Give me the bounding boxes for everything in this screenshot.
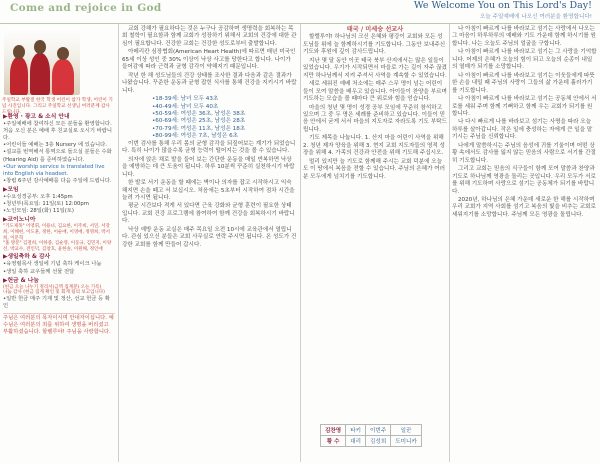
- article-paragraph: 의자에 앉은 채로 발을 들어 보는 간단한 운동을 매일 반복하면 낙상을 예방하는 데 큰 도움이 됩니다. 하루 10분씩 꾸준히 실천하시기 바랍니다.: [122, 156, 295, 178]
- missionary-paragraph: 할렐루야! 하나님의 크신 은혜와 평강이 교회와 모든 성도님들 위에 늘 함께하시기를 기도합니다. 그동안 보내주신 기도와 후원에 깊이 감사드립니다.: [303, 34, 446, 56]
- stat-item: •40-49세: 남녀 모두 40초: [152, 103, 219, 110]
- stat-item: •70-79세: 여성은 11초, 남성은 18초: [152, 125, 246, 132]
- koinonia-heading: ▶코이노니아: [3, 217, 36, 224]
- article-paragraph: 이번 검사를 통해 우리 몸의 균형 감각을 되짚어보는 계기가 되었습니다. 특히 나이가 많을수록 균형 능력이 떨어지는 것을 볼 수 있습니다.: [122, 140, 296, 155]
- devotional-paragraph: 나에게 말씀하시는 주님의 음성에 귀를 기울이며 어떤 상황 속에서도 감사를 잃지 않는 믿음의 사람으로 서기를 간절히 기도합니다.: [452, 142, 596, 164]
- missionary-column: [303, 26, 447, 182]
- announcement-item: •어린이들 예배는 3층 Nursery 에 있습니다.: [3, 142, 107, 149]
- table-row: [321, 436, 422, 447]
- meetings-heading: ▶모임: [3, 186, 19, 193]
- offering-heading: ▶헌금 & 나눔: [3, 277, 39, 284]
- stat-item: •50-59세: 여성은 36초, 남성은 38초: [152, 110, 246, 117]
- table-cell: 김찬영: [321, 425, 346, 436]
- child-head: [13, 45, 25, 59]
- announcement-item: •창립 6주년 감사예배를 다음 주일에 드립니다.: [3, 177, 112, 184]
- devotional-paragraph: 나 아침이 빠르게 나를 바라보고 섬기는 이웃들에게 따뜻한 손을 내밀 때 주님의 사랑이 그들의 삶 가운데 흘러가기를 기도합니다.: [452, 72, 595, 94]
- header-right-subtitle: 오늘 주일예배에 나오신 여러분을 환영합니다!: [479, 14, 592, 20]
- announcement-item: •주일예배에 참여하신 모든 분들을 환영합니다. 처음 오신 분은 예배 후 친교실로 오시기 바랍니다.: [3, 121, 113, 142]
- child-head: [34, 40, 46, 54]
- article-paragraph: 교회 강해가 필요하다는 것은 누구나 공감하며 생명력을 회복하는 목회 철학이 필요함과 함께 교회가 성장하기 위해서 교회의 건강에 대한 관심이 필요합니다. 건강한 교회는 건강한 성도로부터 출발합니다.: [122, 26, 297, 47]
- missionary-paragraph: 기도 제목을 나눕니다. 1. 산지 마을 어린이 사역을 위해 2. 청년 제자 양육을 위해 3. 현지 교회 지도자들의 영적 성장을 위해 4. 가족의 건강과 안전을 위해 기도해 주십시오.: [303, 135, 445, 157]
- meeting-item: •청년부(목요일: 11일(토) 12:00pm: [3, 201, 89, 208]
- devotional-paragraph: 나 아침이 빠르게 나를 바라보고 섬기는 공동체 안에서 서로를 세워 주며 함께 기뻐하고 함께 우는 교회가 되기를 원합니다.: [452, 96, 597, 117]
- stat-item: •18-39세: 남녀 모두 43초: [152, 96, 219, 103]
- photo-caption: 주일학교 부활절 한국 학생 어린이 참가 학생, 어린이 기념 사진입니다. 그리고 주일학교 선생님 여러분께 감사드립니다.: [2, 98, 113, 115]
- header-left-title: Come and rejoice in God: [10, 2, 162, 14]
- devotional-column: [452, 26, 597, 220]
- table-cell: 대리: [346, 436, 366, 447]
- column-divider: [449, 24, 450, 462]
- birthday-heading: ▶생일축하 & 감사: [3, 254, 51, 261]
- announcement-item: •설교를 번역해서 통역으로 들으실 분들은 수화 (Hearing Aid) 를 준비하였습니다.: [3, 149, 112, 163]
- article-paragraph: 작년 한 해 성도님들의 건강 상태를 조사한 결과 다음과 같은 결과가 나왔습니다. 꾸준한 운동과 균형 잡힌 식사를 통해 건강을 지키시기 바랍니다.: [122, 72, 297, 94]
- table-cell: 일꾼: [391, 425, 422, 436]
- header-right-title: We Welcome You on This Lord's Day!: [413, 0, 592, 11]
- stat-item: •60-69세: 여성은 25초, 남성은 28초: [152, 118, 246, 125]
- missionary-paragraph: 멀리 있지만 늘 기도로 함께해 주시는 교회 덕분에 오늘도 이 땅에서 복음을 전할 수 있습니다. 주님의 은혜가 여러분 모두에게 넘치기를 기도합니다.: [303, 158, 446, 180]
- article-paragraph: 낙상 예방 운동 교실은 매주 목요일 오전 10시에 교육관에서 열립니다. 관심 있으신 분들은 교회 사무실로 연락 주시면 됩니다. 온 성도가 건강한 교회를 함께 만들어 갑시다.: [122, 226, 297, 248]
- missionary-paragraph: 새로 세워진 예배 처소에는 매주 스무 명이 넘는 어린이들이 모여 말씀을 배우고 있습니다. 아이들이 찬양을 부르며 기도하는 모습을 볼 때마다 큰 위로와 힘을 얻습니다.: [303, 81, 447, 103]
- footer-message: 주님은 여러분의 목자이시며 안내자이십니다. 예수님은 여러분의 죄를 위하여 생명을 버리셨고 부활하셨습니다. 할렐루야! 주님을 사랑합니다.: [3, 315, 114, 336]
- announcements-column: [3, 112, 115, 336]
- devotional-paragraph: 나 아침이 빠르게 나를 바라보고 섬기는 그 사랑을 기억합니다. 어제의 은혜가 오늘의 힘이 되고 오늘의 순종이 내일의 열매가 되기를 소망합니다.: [452, 49, 597, 71]
- devotional-paragraph: 나 다시 빠르게 나를 바라보고 섬기는 사명을 따라 오늘 하루를 살아갑니다. 작은 일에 충성하는 자에게 큰 일을 맡기시는 주님을 신뢰합니다.: [452, 119, 593, 141]
- birthday-item: •육영렬목사 생일에 기념 축하 케이크 나눔: [3, 261, 102, 268]
- devotional-paragraph: 그리고 교회는 믿음의 식구들이 함께 모여 말씀과 찬양과 기도로 하나님께 영광을 돌리는 곳입니다. 우리 모두가 서로를 위해 기도하며 사랑으로 섬기는 공동체가 되기를 바랍니다.: [452, 166, 596, 195]
- column-divider: [118, 24, 119, 462]
- devotional-paragraph: 나 아침이 빠르게 나를 바라보고 섬기는 사랑에서 나오는 그 마음이 하루하루의 예배와 기도 가운데 함께 하시기를 원합니다. 나는 오늘도 주님의 얼굴을 구합니다.: [452, 26, 596, 47]
- offering-item: •일반 헌금 매주 기재 및 정산, 선교 헌금 등 확인: [3, 295, 110, 310]
- table-cell: 김성희: [366, 436, 391, 447]
- health-article-column: [122, 26, 297, 250]
- child-figure: [30, 53, 50, 95]
- child-figure: [10, 57, 28, 95]
- table-cell: 타키: [346, 425, 366, 436]
- table-cell: 황 수: [321, 436, 346, 447]
- english-note: •Our worship service is translated live into English via headset.: [3, 163, 105, 177]
- meeting-item: •수요성경공부: 오후 1:45pm: [3, 194, 73, 201]
- koinonia-text: "홈 방문" 김철희, 이하종, 김순영, 이동규, 김민지, 이양선, 박교수, 전인덕, 김창호, 윤한솔, 이원해, 정인애: [3, 241, 112, 252]
- missionary-paragraph: 마을의 청년 몇 명이 성경 공부 모임에 꾸준히 참석하고 있으며 그 중 두 명은 세례를 준비하고 있습니다. 이들이 믿음 안에서 굳게 서서 마을의 지도자로 자라도록 기도 부탁드립니다.: [303, 104, 447, 133]
- missionary-title: 태국 / 미세숭 선교사: [346, 26, 404, 33]
- announcements-heading: ▶환영 · 광고 & 소식 안내: [3, 114, 70, 120]
- column-divider: [300, 24, 301, 462]
- missionary-paragraph: 지난 몇 달 동안 이곳 태국 북부 산지에서는 많은 일들이 있었습니다. 우기가 시작되면서 마을로 가는 길이 자주 끊겼지만 하나님께서 지켜 주셔서 사역을 계속할 수 있었습니다.: [303, 57, 447, 79]
- koinonia-text: "기도제목" 이영휘, 이용녀, 김요한, 이주희, 서연, 서강희, 이해현, 이도훈, 정한, 이순애, 이영애, 정명희, 박서희, 이문혁: [3, 224, 110, 241]
- table-cell: 도미니카: [391, 436, 422, 447]
- article-paragraph: 평균 시간보다 적게 서 있다면 근육 강화와 균형 훈련이 필요한 상태입니다. 교회 건강 프로그램에 참여하여 함께 건강을 회복하시기 바랍니다.: [122, 203, 295, 225]
- article-paragraph: 한 발로 서기 운동을 할 때에는 벽이나 의자를 잡고 시작하시고 익숙해지면 손을 떼고 서 보십시오. 처음에는 5초부터 시작하여 점차 시간을 늘려 가시면 됩니다.: [122, 180, 295, 201]
- team-table: [320, 424, 422, 447]
- devotional-paragraph: 2020년, 하나님의 은혜 가운데 새로운 한 해를 시작하며 우리 교회가 지역 사회를 섬기고 복음의 빛을 비추는 교회로 세워지기를 소망합니다. 주님께 모든 영광을 돌립니다.: [452, 196, 596, 218]
- meeting-item: •노인모임: 28일(화) 11일(토): [3, 208, 74, 215]
- offering-note: 나눔 감사 (현금 집계 확인 및 회계 팀의 보고입니다): [3, 290, 105, 296]
- offering-note: (헌금 오늘 나누기 정리서(금액 집계분) 오늘 기록): [3, 284, 102, 290]
- table-cell: 이번주: [366, 425, 391, 436]
- header-right: [414, 0, 592, 20]
- table-row: [321, 425, 422, 436]
- child-head: [57, 47, 69, 60]
- stat-item: •80-99세: 여성은 7초, 남성은 6초: [152, 133, 239, 140]
- birthday-item: •생일 축하 교우들께 선물 전달: [3, 268, 75, 275]
- article-paragraph: 아메리칸 심장협회(American Heart Health)에 따르면 매년 미국인 65세 이상 성인 중 30% 이상이 낙상 사고를 당한다고 합니다. 나이가 들어감에 따라 근력과 균형 감각이 약해지기 때문입니다.: [122, 49, 296, 71]
- children-photo: [4, 27, 80, 95]
- child-figure: [52, 59, 74, 95]
